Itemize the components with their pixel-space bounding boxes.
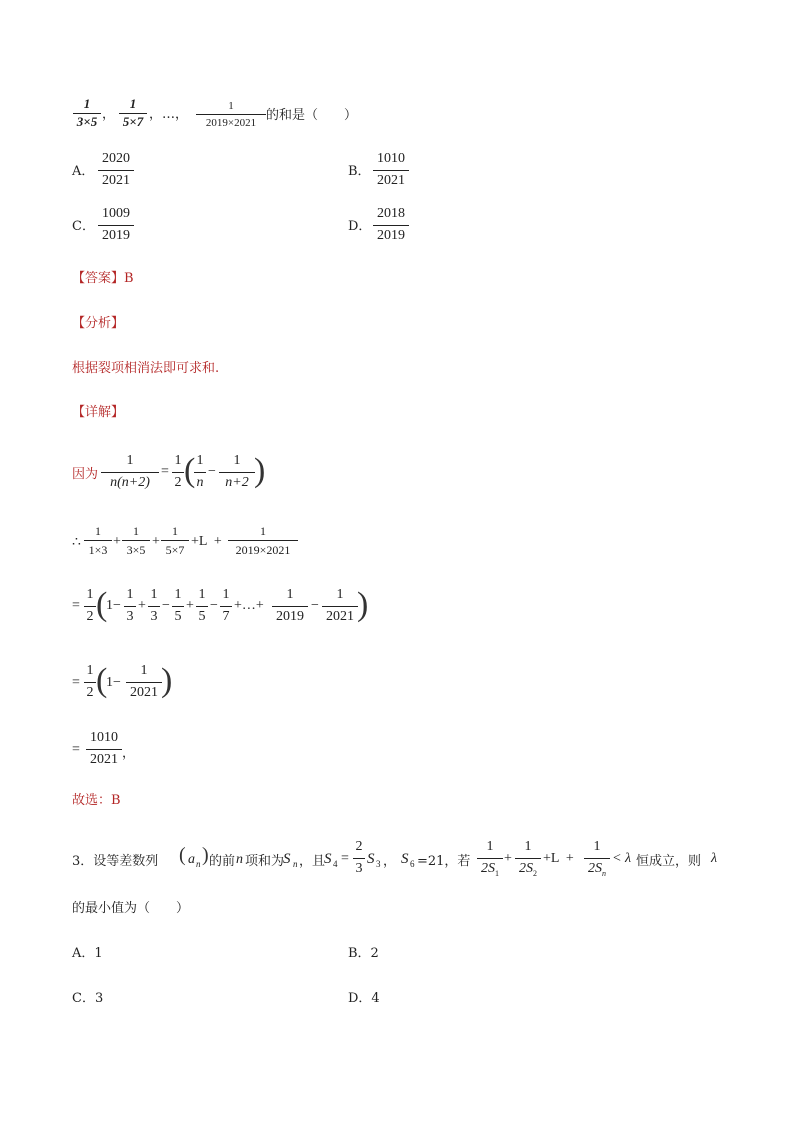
left-paren: (: [96, 586, 108, 623]
term-1-over-2sn: 1 $2S_n$: [584, 840, 610, 884]
tele-term-5: 1 7: [220, 588, 232, 628]
detail-heading: 【详解】: [72, 405, 125, 420]
half-fraction: 1 2: [84, 664, 96, 704]
q3-option-c: C．3: [72, 991, 104, 1006]
sum-term-1x3: 1 1×3: [84, 524, 112, 560]
sum-term-3x5: 1 3×5: [122, 524, 150, 560]
result-fraction: 1010 2021: [86, 731, 122, 771]
option-c-fraction: 1009 2019: [98, 207, 134, 247]
option-b-fraction: 1010 2021: [373, 152, 409, 192]
lhs-fraction: 1 n(n+2): [101, 454, 159, 494]
half-fraction: 1 2: [84, 588, 96, 628]
sum-term-5x7: 1 5×7: [161, 524, 189, 560]
tele-term-1: 1 3: [124, 588, 136, 628]
term-1-over-n-plus-2: 1 n+2: [219, 454, 255, 494]
q3-option-b: B．2: [348, 946, 379, 961]
right-paren: ): [254, 452, 266, 489]
half-fraction: 1 2: [172, 454, 184, 494]
term-1-over-2021: 1 2021: [126, 664, 162, 704]
option-d-fraction: 2018 2019: [373, 207, 409, 247]
term-1-over-2021: 1 2021: [322, 588, 358, 628]
term-1-over-n: 1 n: [194, 454, 206, 494]
term-1-over-2s1: 1 $2S_1$: [477, 840, 503, 884]
right-paren: ): [357, 586, 369, 623]
fraction-1-2019x2021: 1 2019×2021: [196, 99, 266, 133]
left-paren: (: [96, 662, 108, 699]
analysis-text: 根据裂项相消法即可求和.: [72, 361, 220, 376]
fraction-1-5x7: 1 5×7: [119, 97, 147, 131]
tele-term-4: 1 5: [196, 588, 208, 628]
q3-option-d: D．4: [348, 991, 380, 1006]
two-thirds-fraction: 2 3: [353, 840, 365, 880]
sum-term-2019x2021: 1 2019×2021: [228, 524, 298, 560]
left-paren: (: [184, 452, 196, 489]
answer-line: 【答案】B: [72, 271, 134, 286]
q3-option-a: A．1: [72, 946, 103, 961]
tele-term-2: 1 3: [148, 588, 160, 628]
term-1-over-2019: 1 2019: [272, 588, 308, 628]
fraction-1-3x5: 1 3×5: [73, 97, 101, 131]
tele-term-3: 1 5: [172, 588, 184, 628]
analysis-heading: 【分析】: [72, 316, 125, 331]
option-a-fraction: 2020 2021: [98, 152, 134, 192]
right-paren: ): [161, 662, 173, 699]
choice-line: 故选：B: [72, 793, 121, 808]
term-1-over-2s2: 1 $2S_2$: [515, 840, 541, 884]
